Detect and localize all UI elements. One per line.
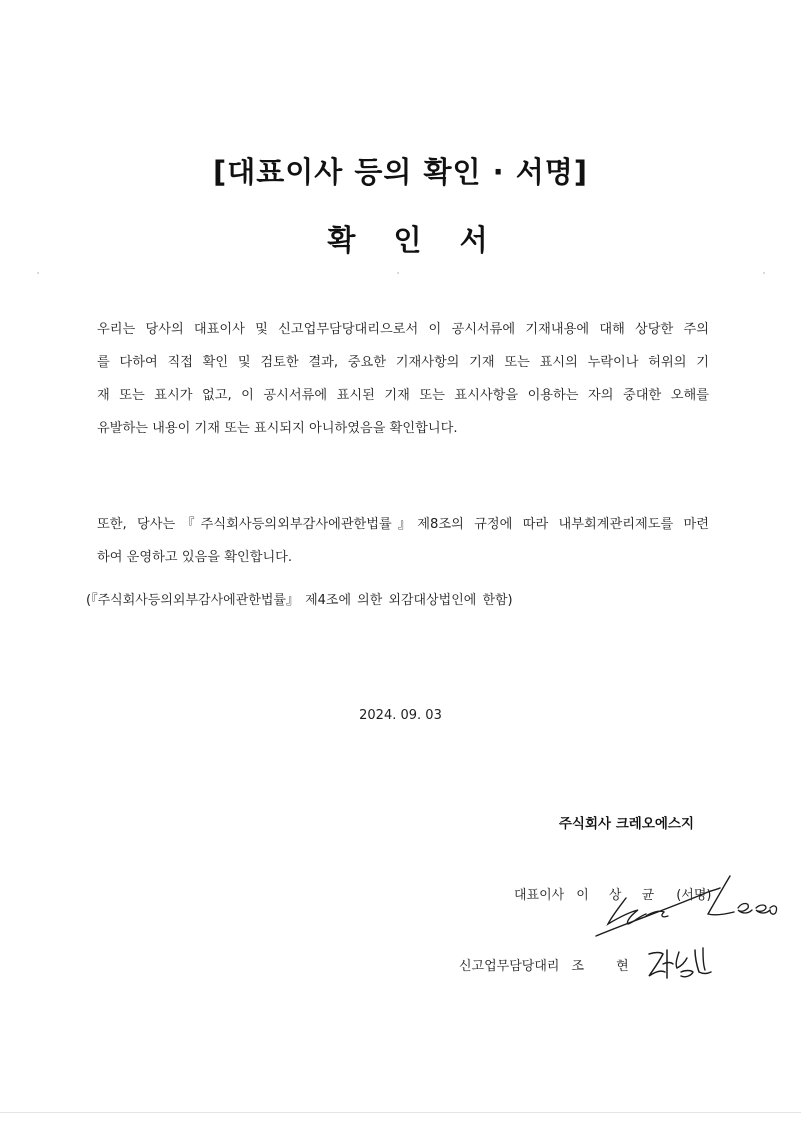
paragraph-line: 재 또는 표시가 없고, 이 공시서류에 표시된 기재 또는 표시사항을 이용하는 자의 중대한 오해를 <box>97 388 709 403</box>
officer-handwritten-signature <box>645 944 717 984</box>
officer-name: 조 현 <box>571 959 629 974</box>
ceo-name: 이 상 균 <box>576 888 663 903</box>
scan-speck <box>37 272 39 274</box>
paragraph-line: 를 다하여 직접 확인 및 검토한 결과, 중요한 기재사항의 기재 또는 표시의 누락이나 허위의 기 <box>97 355 709 370</box>
scope-note: (『주식회사등의외부감사에관한법률』 제4조에 의한 외감대상법인에 한함) <box>86 593 513 608</box>
paragraph-line: 하여 운영하고 있음을 확인합니다. <box>97 550 293 565</box>
document-subtitle: 확 인 서 <box>327 223 502 257</box>
document-date: 2024. 09. 03 <box>359 708 442 723</box>
paragraph-line: 우리는 당사의 대표이사 및 신고업무담당대리으로서 이 공시서류에 기재내용에 대해 상당한 주의 <box>97 322 709 337</box>
officer-signature-line <box>459 955 629 974</box>
paragraph-line: 또한, 당사는『주식회사등의외부감사에관한법률』제8조의 규정에 따라 내부회계관리제도를 마련 <box>97 517 709 532</box>
company-name: 주식회사 크레오에스지 <box>558 816 694 832</box>
internal-control-paragraph <box>97 508 709 574</box>
sign-label: (서명) <box>676 888 712 903</box>
ceo-role: 대표이사 <box>514 888 565 903</box>
document-title: [대표이사 등의 확인 · 서명] <box>212 155 589 189</box>
scan-speck <box>397 272 399 274</box>
ceo-signature-line <box>514 884 711 903</box>
scan-speck <box>763 272 765 274</box>
officer-role: 신고업무담당대리 <box>459 959 560 974</box>
ceo-handwritten-signature <box>590 872 780 942</box>
confirmation-paragraph <box>97 313 709 445</box>
scan-edge-line <box>0 1112 801 1113</box>
paragraph-line: 유발하는 내용이 기재 또는 표시되지 아니하였음을 확인합니다. <box>97 421 458 436</box>
